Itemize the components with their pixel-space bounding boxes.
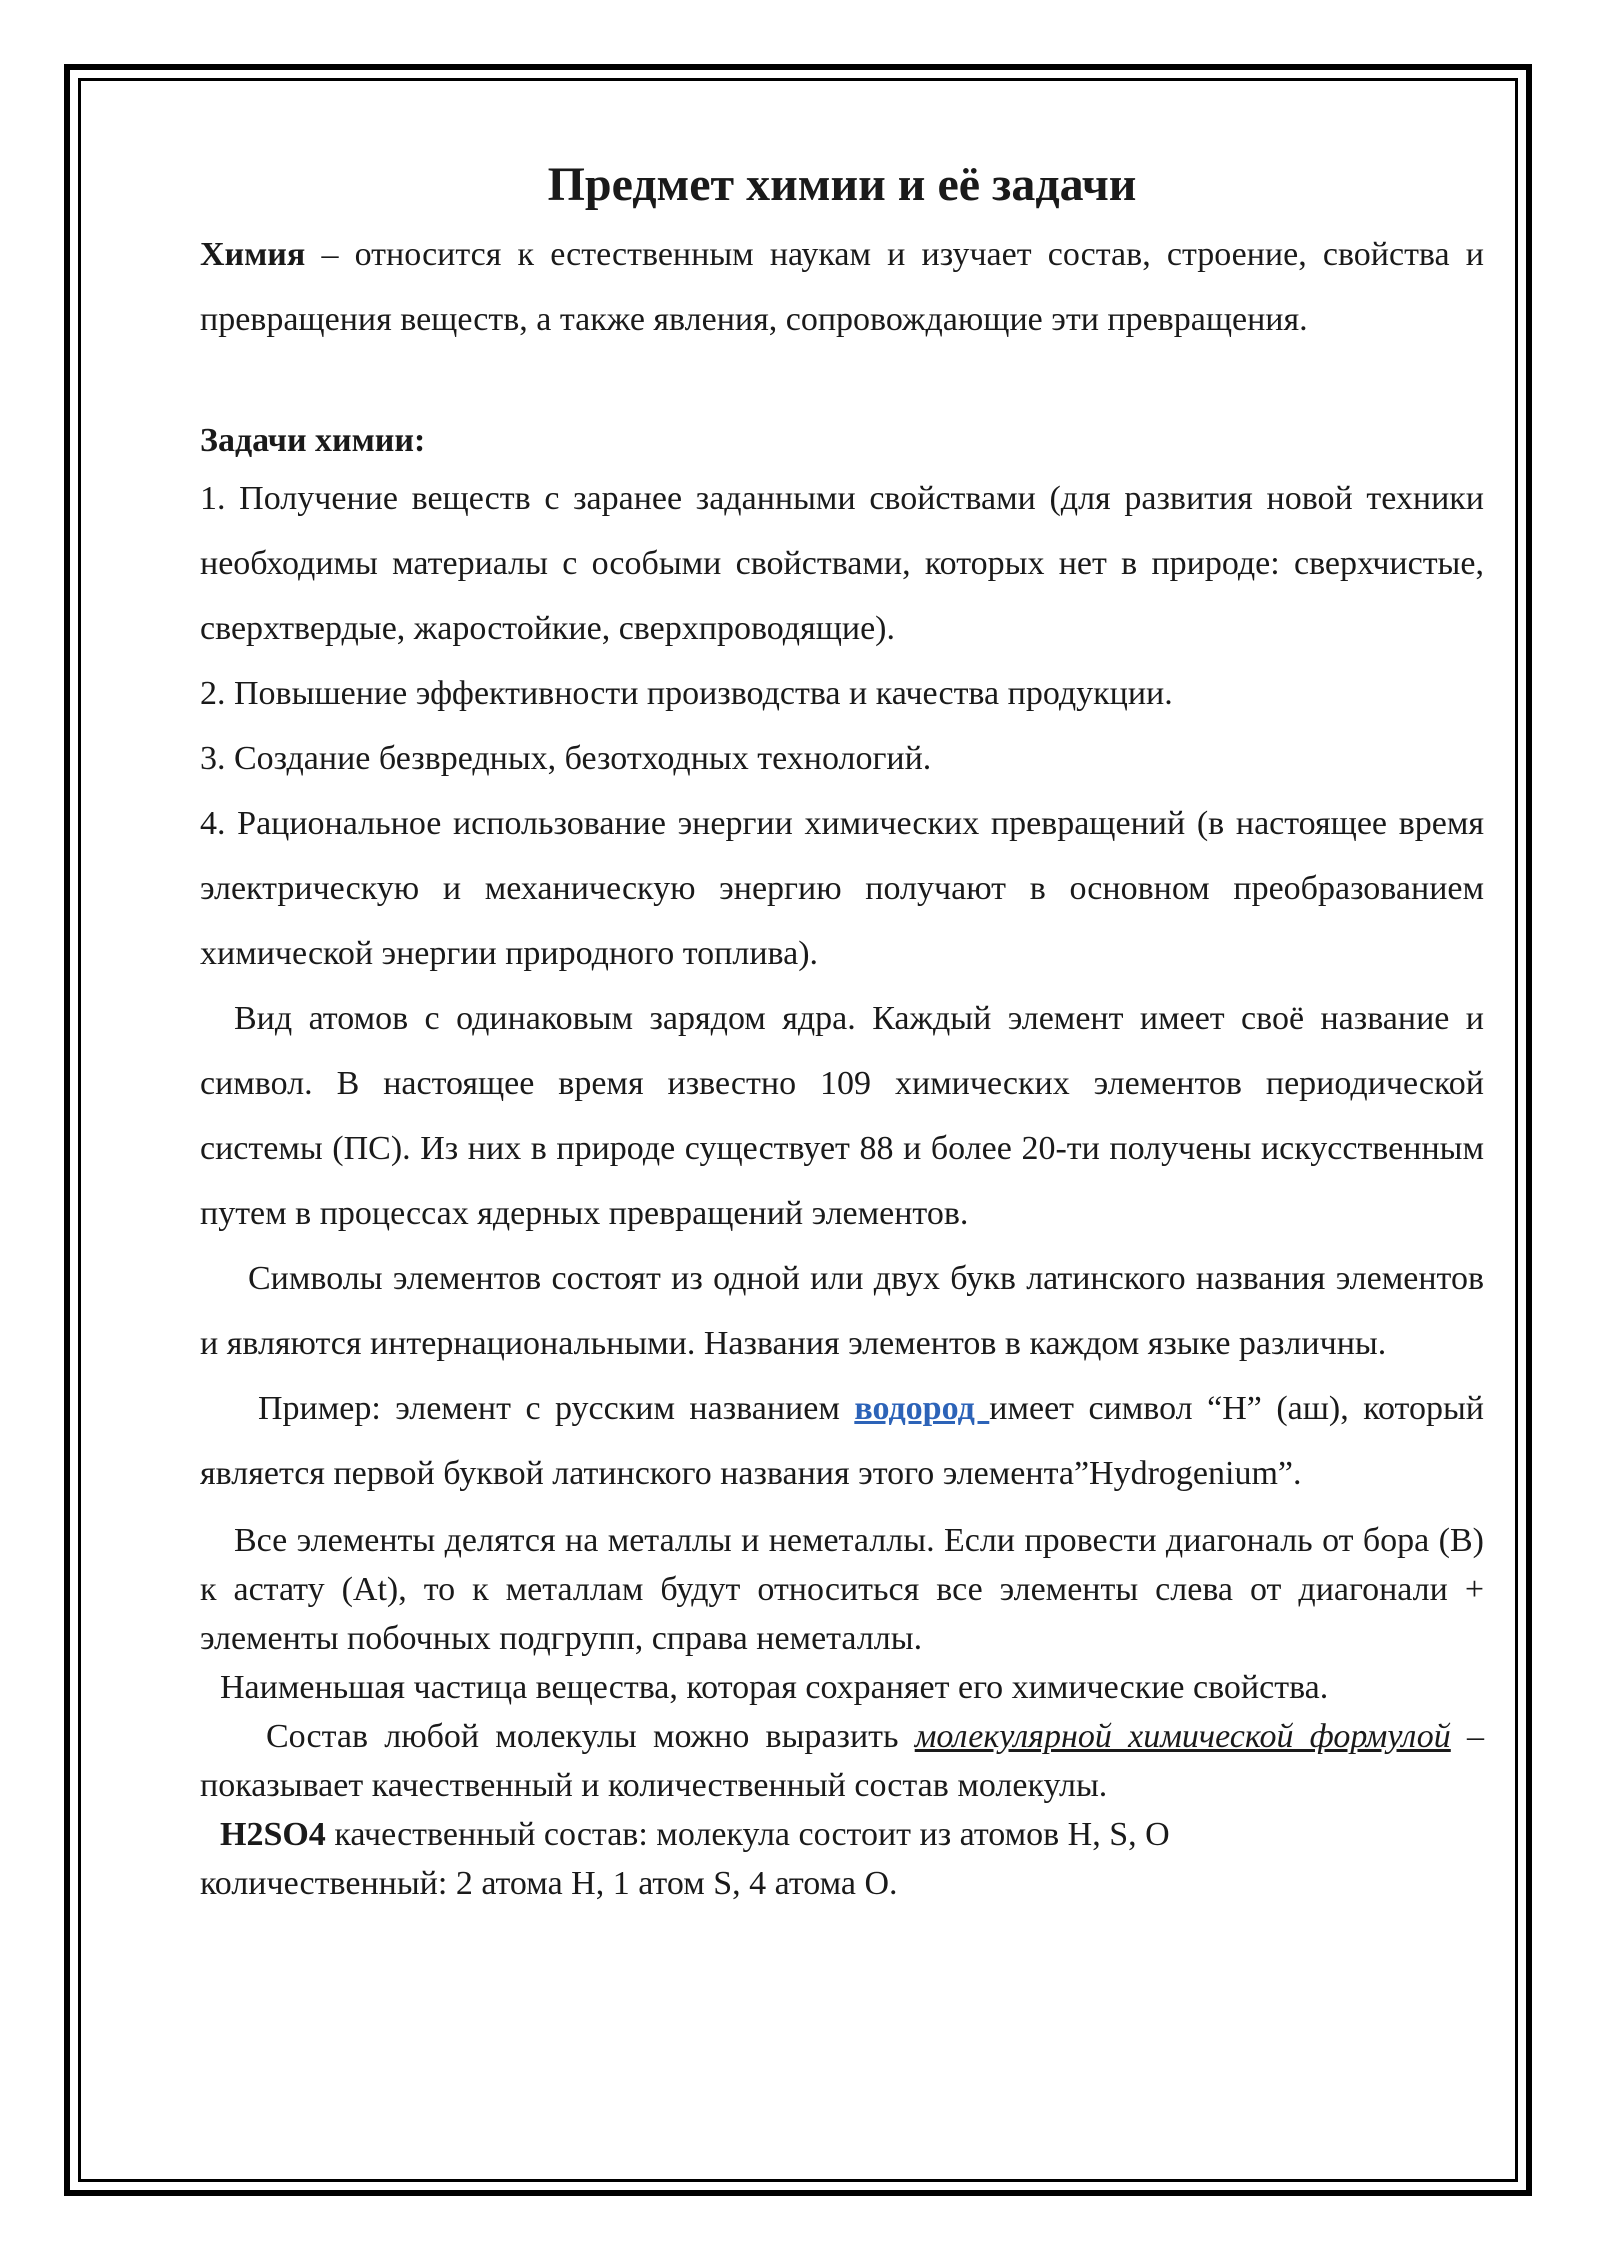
formula-paragraph [200, 1712, 1484, 1810]
intro-text: – относится к естественным наукам и изучает состав, строение, свойства и превращения веществ, а также явления, сопровождающие эти превращения. [200, 236, 1484, 338]
task-item-2: 2. Повышение эффективности производства и качества продукции. [200, 675, 1173, 712]
spacer [200, 352, 1484, 416]
molecular-formula-term: молекулярной химической формулой [914, 1718, 1451, 1755]
h2so4-quantitative: количественный: 2 атома H, 1 атом S, 4 атома O. [200, 1865, 898, 1902]
example-before: Пример: элемент с русским названием [258, 1390, 855, 1427]
task-item-1: 1. Получение веществ с заранее заданными свойствами (для развития новой техники необходимы материалы с особыми свойствами, которых нет в природе: сверхчистые, сверхтвердые, жаростойкие, сверхпроводящие). [200, 480, 1484, 647]
example-after: имеет символ “H” (аш), который является первой буквой латинского названия этого элемента”Hydrogenium”. [200, 1390, 1484, 1492]
metals-paragraph: Все элементы делятся на металлы и неметаллы. Если провести диагональ от бора (B) к астату (At), то к металлам будут относиться все элементы слева от диагонали + элементы побочных подгрупп, справа неметаллы. [200, 1522, 1484, 1657]
task-item-4: 4. Рациональное использование энергии химических превращений (в настоящее время электрическую и механическую энергию получают в основном преобразованием химической энергии природного топлива). [200, 805, 1484, 972]
example-paragraph [200, 1376, 1484, 1506]
h2so4-qualitative [200, 1810, 1484, 1859]
intro-term: Химия [200, 236, 306, 273]
hydrogen-link[interactable]: водород [854, 1390, 990, 1427]
atoms-paragraph: Вид атомов с одинаковым зарядом ядра. Каждый элемент имеет своё название и символ. В настоящее время известно 109 химических элементов периодической системы (ПС). Из них в природе существует 88 и более 20-ти получены искусственным путем в процессах ядерных превращений элементов. [200, 1000, 1484, 1232]
task-item-3: 3. Создание безвредных, безотходных технологий. [200, 740, 932, 777]
intro-paragraph [200, 222, 1484, 352]
page-title: Предмет химии и её задачи [547, 158, 1137, 211]
h2so4-formula: H2SO4 [220, 1816, 326, 1853]
document-body [200, 150, 1484, 1908]
tasks-heading: Задачи химии: [200, 422, 426, 459]
h2so4-qualitative-text: качественный состав: молекула состоит из атомов H, S, O [325, 1816, 1170, 1853]
formula-after: – показывает качественный и количественный состав молекулы. [200, 1718, 1484, 1804]
molecule-paragraph: Наименьшая частица вещества, которая сохраняет его химические свойства. [220, 1669, 1329, 1706]
formula-before: Состав любой молекулы можно выразить [266, 1718, 915, 1755]
symbols-paragraph: Символы элементов состоят из одной или двух букв латинского названия элементов и являются интернациональными. Названия элементов в каждом языке различны. [200, 1260, 1484, 1362]
